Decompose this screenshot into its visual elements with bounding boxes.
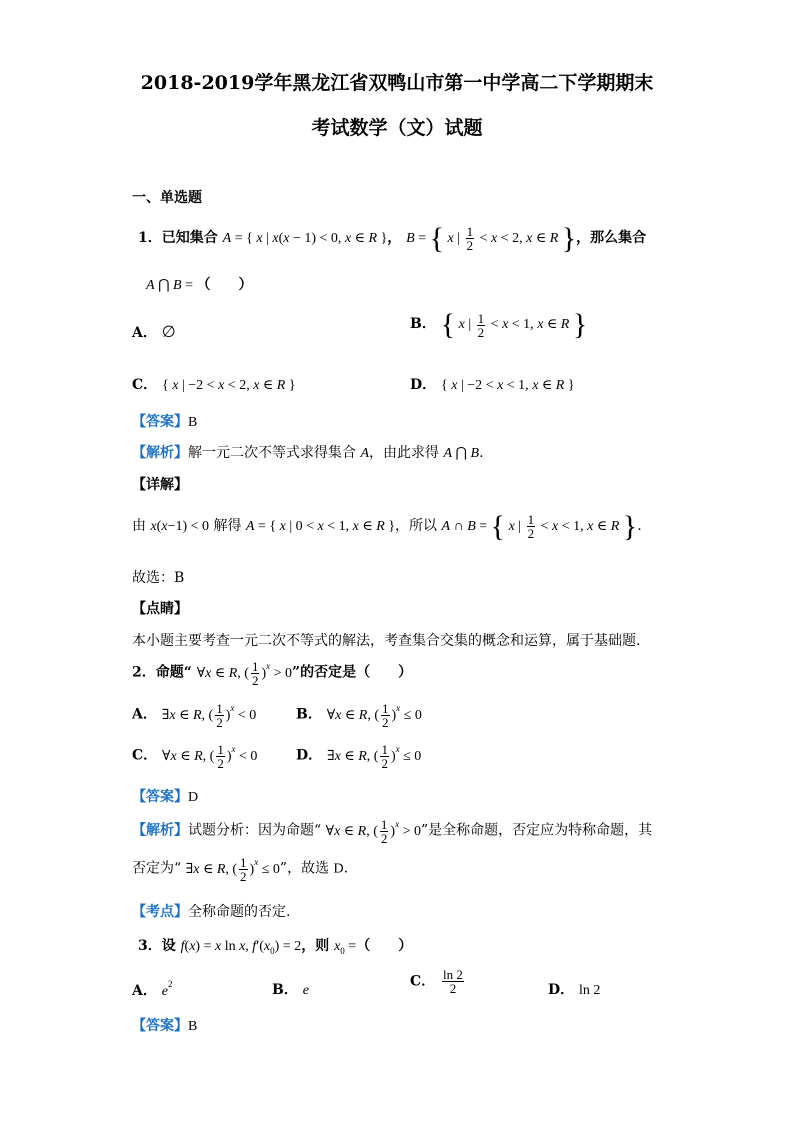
- q2-analysis-2: 否定为“ ∃x ∈ R, ( $\frac{1}{2}$ )$^x$ ≤ 0”，故选 D.: [132, 855, 349, 884]
- q1-sep: ，: [387, 230, 402, 246]
- q2-option-d: D． ∃x ∈ R, ( $\frac{1}{2}$ )$^x$ ≤ 0: [296, 742, 422, 771]
- q1-option-d: D． { x | −2 < x < 1, x ∈ R }: [410, 377, 575, 393]
- q1-set-a: A = { x | x(x − 1) < 0, x ∈ R }: [222, 231, 388, 246]
- q2-answer: 【答案】D: [132, 789, 199, 805]
- q1-option-a: A． ∅: [132, 324, 176, 341]
- q1-number: 1．: [138, 230, 162, 246]
- q2-point: 【考点】全称命题的否定.: [132, 904, 291, 920]
- title-line-2: 考试数学（文）试题: [311, 117, 483, 139]
- q2-analysis-1: 【解析】试题分析：因为命题“ ∀x ∈ R, ( $\frac{1}{2}$ )$^x$ > 0”是全称命题，否定应为特称命题，其: [132, 817, 653, 846]
- q2-option-a: A． ∃x ∈ R, ( $\frac{1}{2}$ )$^x$ < 0: [132, 701, 257, 730]
- q2-option-b: B． ∀x ∈ R, ( $\frac{1}{2}$ )$^x$ ≤ 0: [296, 701, 422, 730]
- q1-stem-a: 已知集合: [161, 230, 218, 246]
- q1-conclusion: 故选：B: [132, 570, 185, 586]
- q1-comment: 本小题主要考查一元二次不等式的解法，考查集合交集的概念和运算，属于基础题.: [132, 633, 641, 649]
- q3-answer: 【答案】B: [132, 1018, 198, 1034]
- q1-stem: [138, 220, 646, 257]
- q1-analysis: 【解析】解一元二次不等式求得集合 A，由此求得 A ⋂ B.: [132, 445, 484, 461]
- q2-option-c: C． ∀x ∈ R, ( $\frac{1}{2}$ )$^x$ < 0: [132, 742, 258, 771]
- q1-ask: A ⋂ B = （ ）: [146, 277, 253, 293]
- q1-comment-tag: 【点睛】: [132, 601, 188, 617]
- q3-stem: 3．设 f(x) = x ln x, $f'(x_0) = 2$，则 $x_0$ =（ ）: [138, 938, 413, 956]
- q1-answer: 【答案】B: [132, 414, 198, 430]
- q1-option-b: B． { x | $\frac{1}{2}$ < x < 1, x ∈ R }: [410, 308, 588, 341]
- q1-set-b: B = { x | $\frac{1}{2}$ < x < 2, x ∈ R }: [406, 221, 577, 255]
- q3-option-a: A． $e^2$: [132, 979, 173, 999]
- title-line-1: 2018-2019学年黑龙江省双鸭山市第一中学高二下学期期末: [140, 72, 654, 94]
- q1-option-c: C． { x | −2 < x < 2, x ∈ R }: [132, 377, 296, 393]
- q1-stem-b: ，那么集合: [576, 230, 647, 246]
- q3-option-c: C． $\frac{\ln 2}{2}$: [410, 967, 463, 996]
- q1-detail: 由 x(x−1) < 0 解得 A = { x | 0 < x < 1, x ∈ R }，所以 A ∩ B = { x | $\frac{1}{2}$ < x < 1, x ∈ R }.: [132, 509, 642, 543]
- q1-detail-tag: 【详解】: [132, 477, 188, 493]
- q2-stem: 2．命题“ ∀x ∈ R, ( $\frac{1}{2}$ )$^x$ > 0”的否定是（ ）: [132, 659, 413, 688]
- q3-option-d: D． ln 2: [548, 982, 601, 998]
- q3-option-b: B． e: [272, 982, 309, 998]
- section-heading: 一、单选题: [132, 190, 202, 206]
